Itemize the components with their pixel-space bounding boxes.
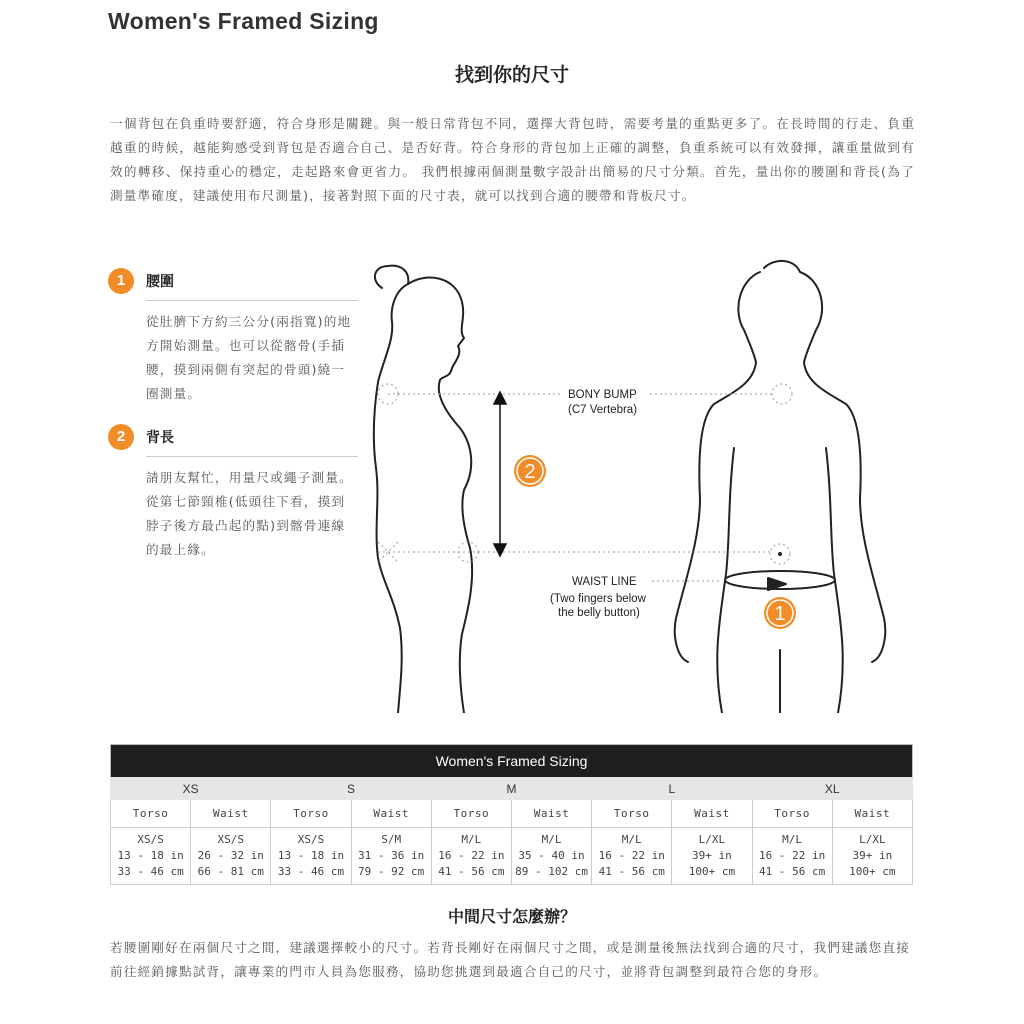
page-title: Women's Framed Sizing bbox=[108, 8, 379, 34]
size-header-xs: XS bbox=[111, 778, 271, 800]
bony-bump-label: BONY BUMP bbox=[568, 389, 637, 401]
bony-bump-sublabel: (C7 Vertebra) bbox=[568, 404, 638, 416]
column-header-waist: Waist bbox=[351, 800, 431, 828]
column-header-torso: Torso bbox=[592, 800, 672, 828]
step-description: 請朋友幫忙，用量尺或繩子測量。從第七節頸椎(低頭往下看，摸到脖子後方最凸起的點)到髂骨連線的最上緣。 bbox=[146, 470, 353, 557]
table-cell-torso: XS/S 13 - 18 in 33 - 46 cm bbox=[271, 828, 351, 885]
step-number-badge: 1 bbox=[108, 268, 134, 294]
table-cell-waist: L/XL 39+ in 100+ cm bbox=[672, 828, 752, 885]
size-header-s: S bbox=[271, 778, 431, 800]
table-cell-waist: S/M 31 - 36 in 79 - 92 cm bbox=[351, 828, 431, 885]
column-header-waist: Waist bbox=[672, 800, 752, 828]
divider bbox=[146, 300, 358, 301]
in-between-sizes-heading: 中間尺寸怎麼辦？ bbox=[447, 907, 576, 926]
step-label: 腰圍 bbox=[146, 274, 174, 290]
table-cell-waist: XS/S 26 - 32 in 66 - 81 cm bbox=[191, 828, 271, 885]
table-cell-torso: M/L 16 - 22 in 41 - 56 cm bbox=[752, 828, 832, 885]
marker-2-label: 2 bbox=[524, 461, 536, 483]
find-size-heading: 找到你的尺寸 bbox=[454, 64, 569, 86]
step-waist bbox=[108, 268, 353, 408]
sizing-table bbox=[110, 744, 913, 885]
table-row bbox=[111, 828, 913, 885]
column-header-torso: Torso bbox=[111, 800, 191, 828]
column-header-torso: Torso bbox=[271, 800, 351, 828]
step-number-badge: 2 bbox=[108, 424, 134, 450]
step-description: 從肚臍下方約三公分(兩指寬)的地方開始測量。也可以從髂骨(手插腰，摸到兩側有突起的骨頭)繞一圈測量。 bbox=[146, 314, 352, 401]
table-cell-waist: M/L 35 - 40 in 89 - 102 cm bbox=[511, 828, 591, 885]
column-header-waist: Waist bbox=[832, 800, 912, 828]
marker-1-label: 1 bbox=[774, 603, 786, 625]
waist-line-sublabel: (Two fingers below bbox=[550, 593, 646, 605]
side-profile-figure bbox=[375, 266, 472, 713]
divider bbox=[146, 456, 358, 457]
step-label: 背長 bbox=[146, 430, 174, 446]
size-header-xl: XL bbox=[752, 778, 913, 800]
marker-2-badge bbox=[514, 455, 546, 487]
size-header-m: M bbox=[431, 778, 591, 800]
closing-paragraph: 若腰圍剛好在兩個尺寸之間，建議選擇較小的尺寸。若背長剛好在兩個尺寸之間，或是測量後無法找到合適的尺寸，我們建議您直接前往經銷據點試背，讓專業的門市人員為您服務，協助您挑選到最適合自己的尺寸，並將背包調整到最符合您的身形。 bbox=[110, 940, 911, 979]
table-cell-torso: M/L 16 - 22 in 41 - 56 cm bbox=[431, 828, 511, 885]
column-header-waist: Waist bbox=[191, 800, 271, 828]
size-header-l: L bbox=[592, 778, 752, 800]
table-cell-torso: M/L 16 - 22 in 41 - 56 cm bbox=[592, 828, 672, 885]
step-torso bbox=[108, 424, 353, 564]
column-header-waist: Waist bbox=[511, 800, 591, 828]
waist-line-label: WAIST LINE bbox=[572, 576, 637, 588]
column-header-torso: Torso bbox=[752, 800, 832, 828]
table-title: Women's Framed Sizing bbox=[111, 745, 913, 778]
waist-line-sublabel: the belly button) bbox=[558, 607, 640, 619]
table-cell-torso: XS/S 13 - 18 in 33 - 46 cm bbox=[111, 828, 191, 885]
table-cell-waist: L/XL 39+ in 100+ cm bbox=[832, 828, 912, 885]
column-header-torso: Torso bbox=[431, 800, 511, 828]
body-measurement-illustration bbox=[360, 258, 915, 713]
intro-paragraph: 一個背包在負重時要舒適，符合身形是關鍵。與一般日常背包不同，選擇大背包時，需要考量的重點更多了。在長時間的行走、負重越重的時候，越能夠感受到背包是否適合自己、是否好背。符合身形的背包加上正確的調整，負重系統可以有效發揮，讓重量做到有效的轉移、保持重心的穩定，走起路來會更省力。 我們根據兩個測量數字設計出簡易的尺寸分類。首先，量出你的腰圍和背長(為了測量準確度，建議使用布尺測量)，接著對照下面的尺寸表，就可以找到合適的腰帶和背板尺寸。 bbox=[110, 116, 915, 203]
marker-1-badge bbox=[764, 597, 796, 629]
